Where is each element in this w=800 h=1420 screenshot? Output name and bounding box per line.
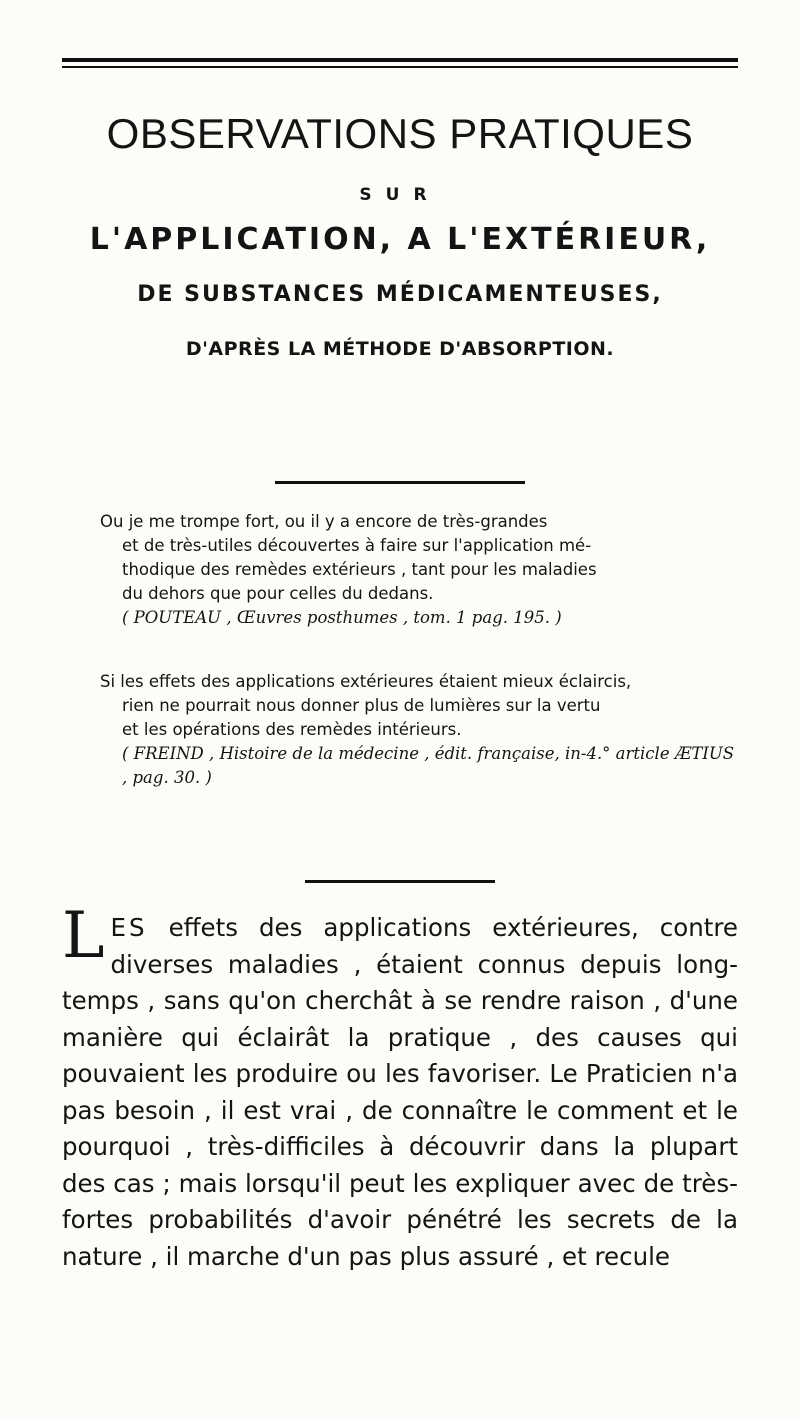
epigraph-source: ( POUTEAU , Œuvres posthumes , tom. 1 pag. 195. ) (122, 608, 562, 627)
drop-cap: L (62, 899, 105, 973)
epigraph-line: et de très-utiles découvertes à faire sur l'application mé- (122, 536, 592, 555)
epigraph-source: ( FREIND , Histoire de la médecine , édit. française, in-4.° article ÆTIUS , pag. 30. ) (122, 744, 735, 787)
epigraph-pouteau (100, 510, 740, 630)
section-divider (275, 481, 525, 484)
epigraph-line: rien ne pourrait nous donner plus de lumières sur la vertu (122, 696, 601, 715)
subtitle-line-methode: D'APRÈS LA MÉTHODE D'ABSORPTION. (185, 338, 615, 360)
subtitle-sur: SUR (359, 185, 441, 205)
epigraph-line: thodique des remèdes extérieurs , tant pour les maladies (122, 560, 597, 579)
top-rule-thick (62, 58, 738, 62)
epigraph-line: Si les effets des applications extérieures étaient mieux éclaircis, (100, 672, 632, 691)
subtitle-line-substances: DE SUBSTANCES MÉDICAMENTEUSES, (137, 282, 663, 307)
epigraph-freind (100, 670, 740, 790)
page-title: OBSERVATIONS PRATIQUES (106, 110, 694, 157)
paragraph-text: effets des applications extérieures, contre diverses maladies , étaient connus depuis long-temps , sans qu'on cherchât à se rendre raison , d'une manière qui éclairât la pratique , des causes qui pouvaient les produire ou les favoriser. Le Praticien n'a pas besoin , il est vrai , de connaître le comment et le pourquoi , très-difficiles à découvrir dans la plupart des cas ; mais lorsqu'il peut les expliquer avec de très-fortes probabilités d'avoir pénétré les secrets de la nature , il marche d'un pas plus assuré , et recule (62, 913, 738, 1271)
ornament-divider (305, 880, 495, 883)
epigraph-line: du dehors que pour celles du dedans. (122, 584, 434, 603)
first-word-rest: ES (110, 913, 148, 942)
subtitle-line-application: L'APPLICATION, A L'EXTÉRIEUR, (89, 222, 711, 257)
top-rule-thin (62, 66, 738, 68)
main-paragraph (62, 899, 738, 1275)
epigraph-line: et les opérations des remèdes intérieurs. (122, 720, 462, 739)
epigraph-line: Ou je me trompe fort, ou il y a encore de très-grandes (100, 512, 548, 531)
